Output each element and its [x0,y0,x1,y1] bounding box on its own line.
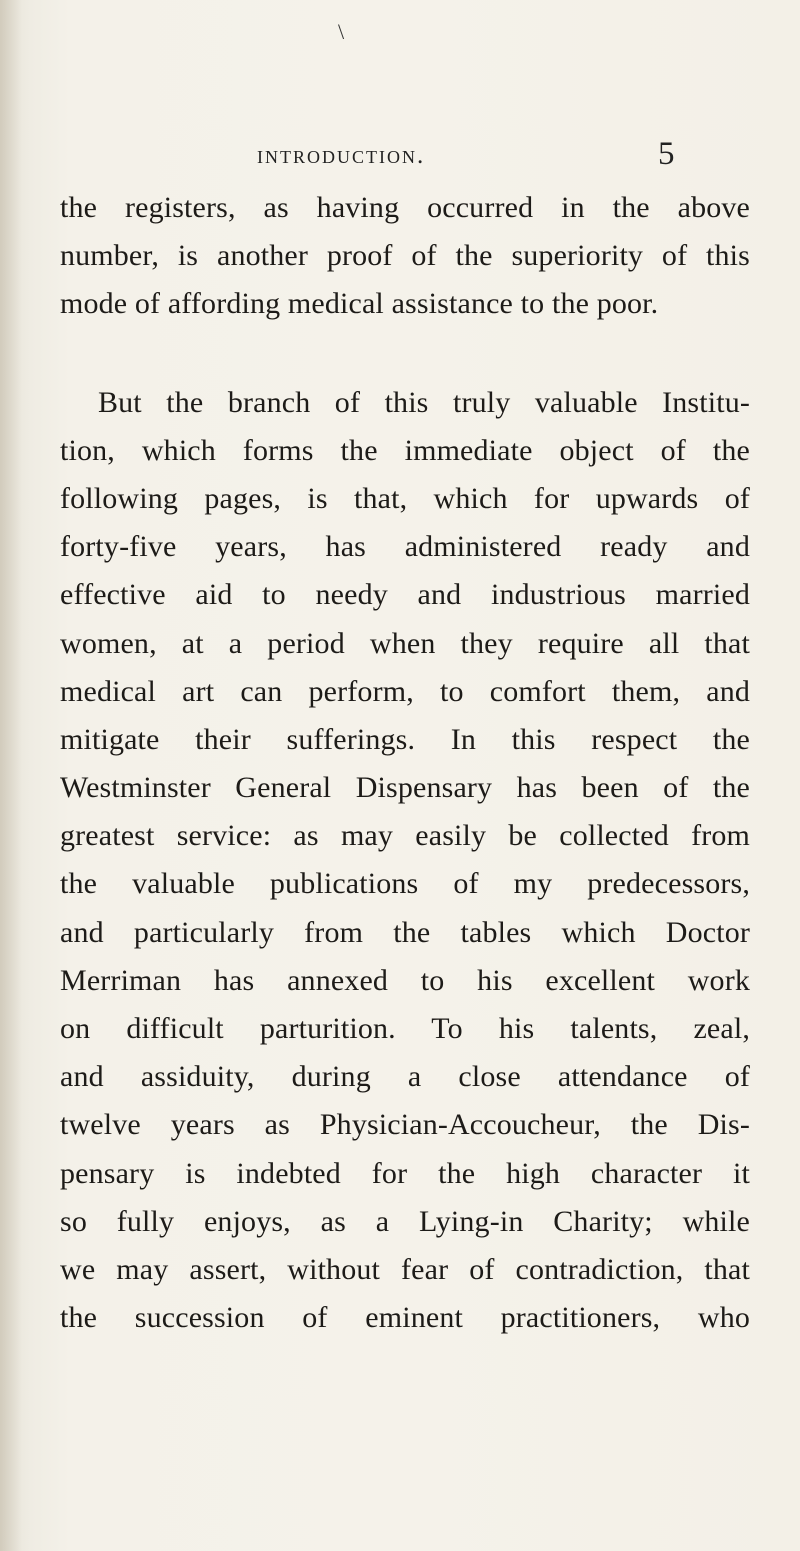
text-line: pensary is indebted for the high character it [60,1156,750,1190]
text-line: women, at a period when they require all that [60,626,750,660]
text-line: following pages, is that, which for upwards of [60,481,750,515]
text-line: Merriman has annexed to his excellent work [60,963,750,997]
text-line: effective aid to needy and industrious married [60,578,750,612]
text-line: number, is another proof of the superiority of this [60,239,750,273]
text-line: forty-five years, has administered ready and [60,530,750,564]
page-number: 5 [658,136,675,172]
text-line: the valuable publications of my predecessors, [60,867,750,901]
gutter-shadow [0,0,22,1551]
printer-mark: \ [338,19,345,44]
text-line: greatest service: as may easily be collected from [60,819,750,853]
running-head-title: introduction. [257,142,426,169]
text-line: tion, which forms the immediate object of the [60,433,750,467]
paragraph-gap [60,329,750,379]
body-text [60,184,750,1342]
text-line: twelve years as Physician-Accoucheur, the Dis- [60,1108,750,1142]
text-line: medical art can perform, to comfort them, and [60,674,750,708]
text-line: so fully enjoys, as a Lying-in Charity; while [60,1204,750,1238]
text-line: on difficult parturition. To his talents, zeal, [60,1012,750,1045]
text-line: mode of affording medical assistance to the poor. [60,287,659,321]
running-head [0,136,800,176]
text-line: mitigate their sufferings. In this respect the [60,722,750,756]
text-line: and particularly from the tables which Doctor [60,915,750,949]
text-line: and assiduity, during a close attendance of [60,1060,750,1094]
text-line: the succession of eminent practitioners, who [60,1301,750,1335]
text-line: the registers, as having occurred in the above [60,191,750,224]
text-line: But the branch of this truly valuable Institu- [98,385,750,419]
text-line: we may assert, without fear of contradiction, that [60,1252,750,1286]
text-line: Westminster General Dispensary has been of the [60,771,750,805]
